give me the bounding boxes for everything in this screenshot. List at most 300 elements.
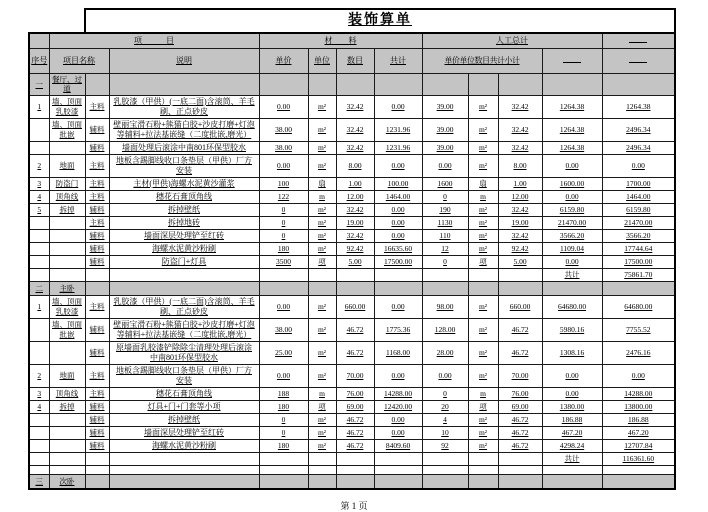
cell-labor-unit: m² [468, 242, 498, 255]
cell-labor-unit-price: 1130 [422, 216, 468, 229]
cell-blank [85, 452, 109, 465]
cell-category: 辅料 [85, 203, 109, 216]
cell-category: 辅料 [85, 413, 109, 426]
cell-section-blank [109, 474, 259, 489]
cell-section-blank [498, 74, 542, 96]
cell-desc: 地板含踢脚线收口条垫层（甲供）厂方安装 [109, 154, 259, 177]
cost-sheet-table [28, 8, 676, 490]
cell-labor-total: 0.00 [542, 190, 602, 203]
cell-blank [259, 268, 308, 281]
cell-project-name [49, 413, 85, 426]
cell-labor-unit: 项 [468, 400, 498, 413]
cell-desc: 地板含踢脚线收口条垫层（甲供）厂方安装 [109, 364, 259, 387]
cell-blank [498, 452, 542, 465]
cell-project-name: 顶角线 [49, 190, 85, 203]
cell-material-unit-price: 0.00 [259, 364, 308, 387]
item-row [29, 341, 675, 364]
cell-blank [109, 452, 259, 465]
blank-line-icon [629, 36, 647, 43]
cell-material-total: 12420.00 [374, 400, 422, 413]
cell-category: 辅料 [85, 318, 109, 341]
cell-labor-unit-price: 0.00 [422, 154, 468, 177]
cell-material-qty: 46.72 [336, 439, 374, 452]
spacer-row [29, 465, 675, 474]
cell-labor-qty: 32.42 [498, 203, 542, 216]
cell-blank [422, 268, 468, 281]
cell-blank [85, 268, 109, 281]
cell-category: 主料 [85, 190, 109, 203]
cell-project-name: 墙、顶面乳胶漆 [49, 95, 85, 118]
cell-material-unit: 扇 [308, 177, 336, 190]
cell-blank [498, 465, 542, 474]
cell-blank [259, 465, 308, 474]
cell-blank [374, 465, 422, 474]
cell-blank [29, 465, 49, 474]
cell-labor-unit: m² [468, 203, 498, 216]
cell-blank [602, 465, 675, 474]
cell-desc: 壁丽宝滑石粉+熊猫白胶+沙皮打磨+灯泡等辅料+拉法基嵌缝（二度批嵌,磨光） [109, 118, 259, 141]
cell-section-blank [259, 474, 308, 489]
cell-labor-unit: m² [468, 413, 498, 426]
cell-section-seq: 三 [29, 474, 49, 489]
cell-material-unit-price: 0 [259, 203, 308, 216]
cell-material-qty: 32.42 [336, 95, 374, 118]
item-row [29, 295, 675, 318]
cell-section-blank [468, 281, 498, 295]
cell-material-unit: m² [308, 118, 336, 141]
item-row [29, 177, 675, 190]
cell-labor-unit-price: 92 [422, 439, 468, 452]
cell-labor-qty: 46.72 [498, 341, 542, 364]
cell-seq [29, 318, 49, 341]
item-row [29, 229, 675, 242]
cell-desc: 拆掉壁纸 [109, 413, 259, 426]
cell-labor-unit: m² [468, 141, 498, 154]
cell-material-qty: 32.42 [336, 229, 374, 242]
cell-category: 辅料 [85, 439, 109, 452]
cell-material-total: 100.00 [374, 177, 422, 190]
cell-section-blank [498, 474, 542, 489]
cell-subtotal: 2496.34 [602, 118, 675, 141]
cell-project-name [49, 255, 85, 268]
cell-desc: 乳胶漆（甲供）(一底二面)含滚筒、羊毛刷、正点砂皮 [109, 295, 259, 318]
cell-project-name [49, 141, 85, 154]
cell-section-blank [85, 74, 109, 96]
cell-material-total: 1231.96 [374, 118, 422, 141]
cell-blank [498, 268, 542, 281]
cell-labor-qty: 660.00 [498, 295, 542, 318]
cell-material-unit-price: 0.00 [259, 295, 308, 318]
cell-blank [336, 268, 374, 281]
cell-section-name: 次卧 [49, 474, 85, 489]
cell-seq [29, 413, 49, 426]
cell-section-name: 主卧 [49, 281, 85, 295]
cell-material-qty: 19.00 [336, 216, 374, 229]
cell-material-unit: m² [308, 229, 336, 242]
cell-labor-total: 1109.04 [542, 242, 602, 255]
item-row [29, 413, 675, 426]
cell-material-qty: 12.00 [336, 190, 374, 203]
blank-line-icon [629, 56, 647, 63]
cell-seq [29, 426, 49, 439]
cell-labor-unit: m² [468, 426, 498, 439]
cell-section-blank [336, 281, 374, 295]
cell-labor-unit-price: 39.00 [422, 95, 468, 118]
cell-subtotal: 186.88 [602, 413, 675, 426]
cell-section-blank [468, 74, 498, 96]
cell-material-qty: 8.00 [336, 154, 374, 177]
header-project-name: 项目名称 [49, 49, 109, 74]
section-total-row [29, 268, 675, 281]
cell-material-unit-price: 180 [259, 400, 308, 413]
cell-material-total: 17500.00 [374, 255, 422, 268]
cell-labor-unit: m² [468, 295, 498, 318]
cell-labor-total: 64680.00 [542, 295, 602, 318]
cell-material-qty: 46.72 [336, 426, 374, 439]
cell-labor-qty: 70.00 [498, 364, 542, 387]
cell-desc: 防盗门+灯具 [109, 255, 259, 268]
cell-material-qty: 76.00 [336, 387, 374, 400]
cell-labor-unit: m² [468, 216, 498, 229]
cell-labor-qty: 46.72 [498, 439, 542, 452]
cell-subtotal: 467.20 [602, 426, 675, 439]
item-row [29, 141, 675, 154]
header-group-labor: 人工总计 [422, 33, 602, 49]
header-group-material: 材 料 [259, 33, 422, 49]
cell-blank [374, 452, 422, 465]
header-labor-crammed: 单价单位数目共计小计 [422, 49, 542, 74]
cell-material-unit-price: 38.00 [259, 318, 308, 341]
cell-labor-unit: m² [468, 318, 498, 341]
cell-subtotal: 12707.84 [602, 439, 675, 452]
cell-category: 主料 [85, 154, 109, 177]
section-total-value: 116361.60 [602, 452, 675, 465]
cell-labor-unit-price: 190 [422, 203, 468, 216]
cell-section-blank [602, 281, 675, 295]
item-row [29, 439, 675, 452]
item-row [29, 203, 675, 216]
cell-material-unit: m [308, 190, 336, 203]
cell-labor-total: 0.00 [542, 255, 602, 268]
cell-subtotal: 0.00 [602, 364, 675, 387]
cell-material-total: 0.00 [374, 95, 422, 118]
cell-blank [336, 452, 374, 465]
header-desc: 说明 [109, 49, 259, 74]
cell-labor-unit: m² [468, 229, 498, 242]
cell-subtotal: 14288.00 [602, 387, 675, 400]
cell-desc: 海螺水泥黄沙粉刷 [109, 439, 259, 452]
cell-labor-total: 21470.00 [542, 216, 602, 229]
cell-material-qty: 46.72 [336, 341, 374, 364]
cell-section-blank [308, 281, 336, 295]
cell-section-blank [336, 74, 374, 96]
cell-blank [422, 465, 468, 474]
cell-category: 主料 [85, 177, 109, 190]
cell-material-total: 0.00 [374, 426, 422, 439]
cell-labor-total: 1600.00 [542, 177, 602, 190]
cell-labor-qty: 46.72 [498, 413, 542, 426]
cell-material-unit-price: 0 [259, 216, 308, 229]
cell-material-unit-price: 180 [259, 439, 308, 452]
cell-subtotal: 1464.00 [602, 190, 675, 203]
cell-labor-total: 0.00 [542, 387, 602, 400]
cell-material-qty: 1.00 [336, 177, 374, 190]
cell-material-total: 0.00 [374, 216, 422, 229]
cell-labor-unit-price: 10 [422, 426, 468, 439]
cell-desc: 拆掉地砖 [109, 216, 259, 229]
cell-labor-qty: 32.42 [498, 229, 542, 242]
cell-blank [468, 268, 498, 281]
cell-labor-qty: 8.00 [498, 154, 542, 177]
item-row [29, 190, 675, 203]
cell-material-unit: m² [308, 216, 336, 229]
cell-desc: 原墙面乳胶漆铲除除尘清理处理后滚涂中南801环保型胶水 [109, 341, 259, 364]
cell-material-unit: m² [308, 426, 336, 439]
section-row [29, 281, 675, 295]
cell-category: 主料 [85, 364, 109, 387]
cell-material-total: 0.00 [374, 203, 422, 216]
cell-labor-total: 1264.38 [542, 118, 602, 141]
header-group-project: 项 目 [49, 33, 259, 49]
cell-labor-unit-price: 4 [422, 413, 468, 426]
header-material-qty: 数目 [336, 49, 374, 74]
cell-seq [29, 255, 49, 268]
cell-labor-unit-price: 39.00 [422, 141, 468, 154]
cell-labor-qty: 69.00 [498, 400, 542, 413]
cell-material-unit: m² [308, 413, 336, 426]
cell-section-blank [422, 474, 468, 489]
cell-material-qty: 46.72 [336, 413, 374, 426]
cell-blank [308, 452, 336, 465]
section-total-value: 75861.70 [602, 268, 675, 281]
cell-material-qty: 46.72 [336, 318, 374, 341]
cell-material-qty: 70.00 [336, 364, 374, 387]
cell-labor-unit-price: 1600 [422, 177, 468, 190]
cell-material-total: 0.00 [374, 154, 422, 177]
section-total-row [29, 452, 675, 465]
cell-material-qty: 32.42 [336, 118, 374, 141]
cell-category: 主料 [85, 387, 109, 400]
header-column-row [29, 49, 675, 74]
cell-labor-total: 5980.16 [542, 318, 602, 341]
cell-subtotal: 6159.80 [602, 203, 675, 216]
cell-section-seq: 一 [29, 74, 49, 96]
cell-labor-unit-price: 110 [422, 229, 468, 242]
cell-project-name [49, 229, 85, 242]
cell-category: 辅料 [85, 400, 109, 413]
cell-labor-unit-price: 0 [422, 387, 468, 400]
cell-section-blank [308, 474, 336, 489]
cell-seq [29, 242, 49, 255]
cell-seq: 3 [29, 177, 49, 190]
cell-blank [85, 465, 109, 474]
header-labor-blank-2 [602, 49, 675, 74]
cell-section-blank [468, 474, 498, 489]
cell-seq: 4 [29, 190, 49, 203]
cell-blank [259, 452, 308, 465]
cell-desc: 穗花石膏顶角线 [109, 190, 259, 203]
cell-subtotal: 7755.52 [602, 318, 675, 341]
cell-blank [49, 268, 85, 281]
cell-material-total: 0.00 [374, 364, 422, 387]
cell-category: 主料 [85, 95, 109, 118]
cell-project-name [49, 439, 85, 452]
page-title: 装饰算单 [85, 9, 675, 33]
section-row [29, 474, 675, 489]
cell-project-name [49, 426, 85, 439]
cell-section-blank [542, 74, 602, 96]
cell-project-name [49, 341, 85, 364]
cell-labor-unit: m² [468, 95, 498, 118]
cell-material-qty: 5.00 [336, 255, 374, 268]
cell-blank [49, 465, 85, 474]
cell-material-unit-price: 188 [259, 387, 308, 400]
section-row [29, 74, 675, 96]
cell-labor-qty: 76.00 [498, 387, 542, 400]
item-row [29, 387, 675, 400]
cell-category: 主料 [85, 295, 109, 318]
cell-material-total: 0.00 [374, 413, 422, 426]
cell-section-blank [336, 474, 374, 489]
cell-section-blank [602, 74, 675, 96]
cell-material-unit-price: 3500 [259, 255, 308, 268]
cell-labor-total: 4298.24 [542, 439, 602, 452]
cell-seq: 1 [29, 295, 49, 318]
cell-blank [468, 465, 498, 474]
cell-material-unit: m² [308, 95, 336, 118]
cell-labor-qty: 32.42 [498, 118, 542, 141]
cell-labor-qty: 92.42 [498, 242, 542, 255]
cell-labor-qty: 1.00 [498, 177, 542, 190]
header-labor-blank-1 [542, 49, 602, 74]
cell-material-unit: m² [308, 364, 336, 387]
cell-material-unit: m [308, 387, 336, 400]
header-seq: 序号 [29, 49, 49, 74]
cell-blank [422, 452, 468, 465]
header-group-row [29, 33, 675, 49]
cell-material-unit-price: 38.00 [259, 118, 308, 141]
item-row [29, 255, 675, 268]
item-row [29, 118, 675, 141]
cell-section-blank [259, 281, 308, 295]
cell-labor-qty: 12.00 [498, 190, 542, 203]
cell-desc: 墙面深层处理铲至红砖 [109, 229, 259, 242]
cell-material-unit: 项 [308, 255, 336, 268]
item-row [29, 364, 675, 387]
cell-material-qty: 32.42 [336, 141, 374, 154]
cell-category: 辅料 [85, 426, 109, 439]
cell-material-qty: 32.42 [336, 203, 374, 216]
cell-labor-unit-price: 39.00 [422, 118, 468, 141]
cell-subtotal: 13800.00 [602, 400, 675, 413]
cell-project-name: 墙、顶面批嵌 [49, 318, 85, 341]
cell-desc: 乳胶漆（甲供）(一底二面)含滚筒、羊毛刷、正点砂皮 [109, 95, 259, 118]
cell-section-blank [109, 281, 259, 295]
cell-section-blank [374, 281, 422, 295]
cell-blank [308, 268, 336, 281]
cell-section-blank [109, 74, 259, 96]
cell-labor-total: 6159.80 [542, 203, 602, 216]
cell-blank [109, 465, 259, 474]
cell-material-unit: m² [308, 295, 336, 318]
cell-labor-qty: 32.42 [498, 141, 542, 154]
cell-labor-unit-price: 0.00 [422, 364, 468, 387]
cell-material-total: 1231.96 [374, 141, 422, 154]
cell-labor-unit: m² [468, 439, 498, 452]
item-row [29, 95, 675, 118]
cell-labor-total: 0.00 [542, 364, 602, 387]
cell-material-total: 1775.36 [374, 318, 422, 341]
cell-section-blank [542, 281, 602, 295]
cell-category: 主料 [85, 216, 109, 229]
blank-line-icon [563, 56, 581, 63]
cell-material-total: 0.00 [374, 295, 422, 318]
cell-desc: 穗花石膏顶角线 [109, 387, 259, 400]
cell-material-total: 1168.00 [374, 341, 422, 364]
cell-material-unit: m² [308, 242, 336, 255]
cell-labor-unit: m² [468, 364, 498, 387]
item-row [29, 400, 675, 413]
cell-material-unit: m² [308, 341, 336, 364]
cell-seq: 4 [29, 400, 49, 413]
cell-labor-total: 1264.38 [542, 95, 602, 118]
cell-section-blank [542, 474, 602, 489]
cell-material-unit: m² [308, 318, 336, 341]
cell-material-unit-price: 0 [259, 229, 308, 242]
cell-seq: 2 [29, 364, 49, 387]
cell-section-blank [422, 281, 468, 295]
cell-desc: 拆掉壁纸 [109, 203, 259, 216]
cell-seq [29, 229, 49, 242]
cell-seq [29, 216, 49, 229]
cell-project-name: 拆掉 [49, 203, 85, 216]
cell-project-name: 地面 [49, 154, 85, 177]
header-material-total: 共计 [374, 49, 422, 74]
cell-project-name [49, 216, 85, 229]
item-row [29, 242, 675, 255]
cell-project-name: 墙、顶面批嵌 [49, 118, 85, 141]
cell-category: 辅料 [85, 118, 109, 141]
cell-material-unit-price: 0 [259, 413, 308, 426]
header-group-blank [602, 33, 675, 49]
cell-material-total: 0.00 [374, 229, 422, 242]
cell-labor-unit: m² [468, 154, 498, 177]
cell-labor-unit: m² [468, 118, 498, 141]
title-row [29, 9, 675, 33]
cell-labor-qty: 5.00 [498, 255, 542, 268]
cell-material-unit: m² [308, 141, 336, 154]
cell-section-blank [498, 281, 542, 295]
cell-material-unit: m² [308, 439, 336, 452]
cell-labor-total: 186.88 [542, 413, 602, 426]
cell-labor-qty: 19.00 [498, 216, 542, 229]
cell-section-name: 餐厅、过道 [49, 74, 85, 96]
header-material-unit-price: 单价 [259, 49, 308, 74]
cell-seq: 1 [29, 95, 49, 118]
cell-blank [468, 452, 498, 465]
cell-section-blank [85, 474, 109, 489]
cell-subtotal: 2496.34 [602, 141, 675, 154]
cell-blank [109, 268, 259, 281]
cell-subtotal: 21470.00 [602, 216, 675, 229]
cell-seq [29, 141, 49, 154]
cell-desc: 壁丽宝滑石粉+熊猫白胶+沙皮打磨+灯泡等辅料+拉法基嵌缝（二度批嵌,磨光） [109, 318, 259, 341]
cell-desc: 主材(甲供)海螺水泥黄沙灌浆 [109, 177, 259, 190]
cell-labor-unit: 扇 [468, 177, 498, 190]
cell-material-total: 1464.00 [374, 190, 422, 203]
cell-labor-unit: 项 [468, 255, 498, 268]
item-row [29, 318, 675, 341]
